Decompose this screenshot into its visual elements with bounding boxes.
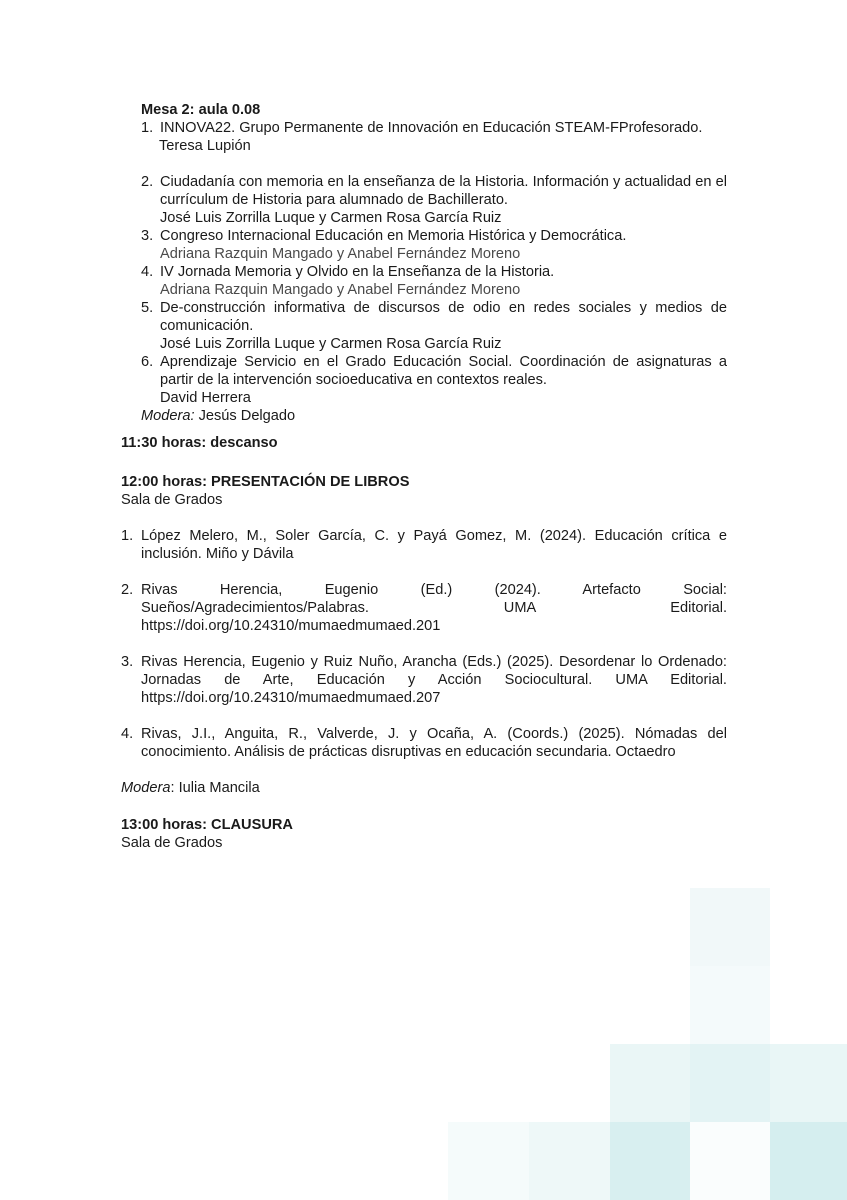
session-title: PRESENTACIÓN DE LIBROS <box>211 474 410 490</box>
mesa-item <box>141 299 727 353</box>
item-title: Congreso Internacional Educación en Memoria Histórica y Democrática. <box>160 228 627 244</box>
book-item <box>121 725 727 761</box>
item-number: 5. <box>141 300 154 316</box>
book-item <box>121 653 727 707</box>
moderator-label: Modera <box>121 780 171 796</box>
book-reference: López Melero, M., Soler García, C. y Payá Gomez, M. (2024). Educación crítica e inclusión. Miño y Dávila <box>141 528 727 562</box>
decorative-square <box>690 1044 770 1122</box>
decorative-square <box>529 1122 610 1200</box>
books-moderator <box>121 779 260 797</box>
decorative-square <box>690 1122 770 1200</box>
decorative-square <box>448 1122 529 1200</box>
decorative-square <box>690 966 770 1044</box>
item-authors: David Herrera <box>160 390 251 406</box>
decorative-square <box>690 888 770 966</box>
item-authors: Adriana Razquin Mangado y Anabel Fernández Moreno <box>160 282 521 298</box>
item-number: 6. <box>141 354 154 370</box>
item-number: 3. <box>141 228 154 244</box>
decorative-square <box>770 1122 847 1200</box>
moderator-name: : Iulia Mancila <box>170 780 260 796</box>
item-title: Aprendizaje Servicio en el Grado Educación Social. Coordinación de asignaturas a partir de la intervención socioeducativa en contextos reales. <box>160 354 727 388</box>
session-time: 13:00 horas: <box>121 817 212 833</box>
item-title: De-construcción informativa de discursos de odio en redes sociales y medios de comunicación. <box>160 300 727 334</box>
closing-room: Sala de Grados <box>121 835 223 851</box>
mesa-item <box>141 353 727 407</box>
item-authors: José Luis Zorrilla Luque y Carmen Rosa García Ruiz <box>160 210 502 226</box>
item-authors: Adriana Razquin Mangado y Anabel Fernández Moreno <box>160 246 521 262</box>
book-item <box>121 581 727 635</box>
mesa-moderator <box>141 407 295 425</box>
session-title: CLAUSURA <box>211 817 293 833</box>
item-number: 1. <box>121 528 134 544</box>
mesa-item <box>141 119 727 155</box>
book-reference: Rivas Herencia, Eugenio y Ruiz Nuño, Arancha (Eds.) (2025). Desordenar lo Ordenado: Jornadas de Arte, Educación y Acción Sociocultural. UMA Editorial. https://doi.org/10.24310/mumaedmumaed.207 <box>141 654 727 706</box>
item-title: IV Jornada Memoria y Olvido en la Enseñanza de la Historia. <box>160 264 555 280</box>
decorative-square <box>770 1044 847 1122</box>
item-number: 2. <box>121 582 134 598</box>
session-time: 12:00 horas: <box>121 474 212 490</box>
item-title: INNOVA22. Grupo Permanente de Innovación en Educación STEAM-FProfesorado. <box>160 120 703 136</box>
moderator-label: Modera: <box>141 408 195 424</box>
books-room: Sala de Grados <box>121 492 223 508</box>
book-reference-line: Rivas Herencia, Eugenio (Ed.) (2024). Artefacto Social: <box>141 582 727 598</box>
item-number: 1. <box>141 120 154 136</box>
book-reference-line: Sueños/Agradecimientos/Palabras. UMA Editorial. <box>141 600 727 616</box>
book-item <box>121 527 727 563</box>
break-heading: 11:30 horas: descanso <box>121 435 278 451</box>
moderator-name: Jesús Delgado <box>194 408 296 424</box>
closing-heading <box>121 816 727 834</box>
mesa-item <box>141 263 727 299</box>
book-reference-line: https://doi.org/10.24310/mumaedmumaed.201 <box>141 618 441 634</box>
mesa-title: Mesa 2: aula 0.08 <box>141 102 261 118</box>
item-authors: José Luis Zorrilla Luque y Carmen Rosa García Ruiz <box>160 336 502 352</box>
item-number: 4. <box>121 726 134 742</box>
mesa-item <box>141 173 727 227</box>
item-authors: Teresa Lupión <box>159 138 251 154</box>
item-number: 4. <box>141 264 154 280</box>
book-reference: Rivas, J.I., Anguita, R., Valverde, J. y Ocaña, A. (Coords.) (2025). Nómadas del conocimiento. Análisis de prácticas disruptivas en educación secundaria. Octaedro <box>141 726 727 760</box>
decorative-square <box>610 1122 690 1200</box>
item-number: 2. <box>141 174 154 190</box>
books-heading <box>121 473 727 491</box>
decorative-square <box>610 1044 690 1122</box>
item-number: 3. <box>121 654 134 670</box>
mesa-item <box>141 227 727 263</box>
item-title: Ciudadanía con memoria en la enseñanza de la Historia. Información y actualidad en el currículum de Historia para alumnado de Bachillerato. <box>160 174 727 208</box>
